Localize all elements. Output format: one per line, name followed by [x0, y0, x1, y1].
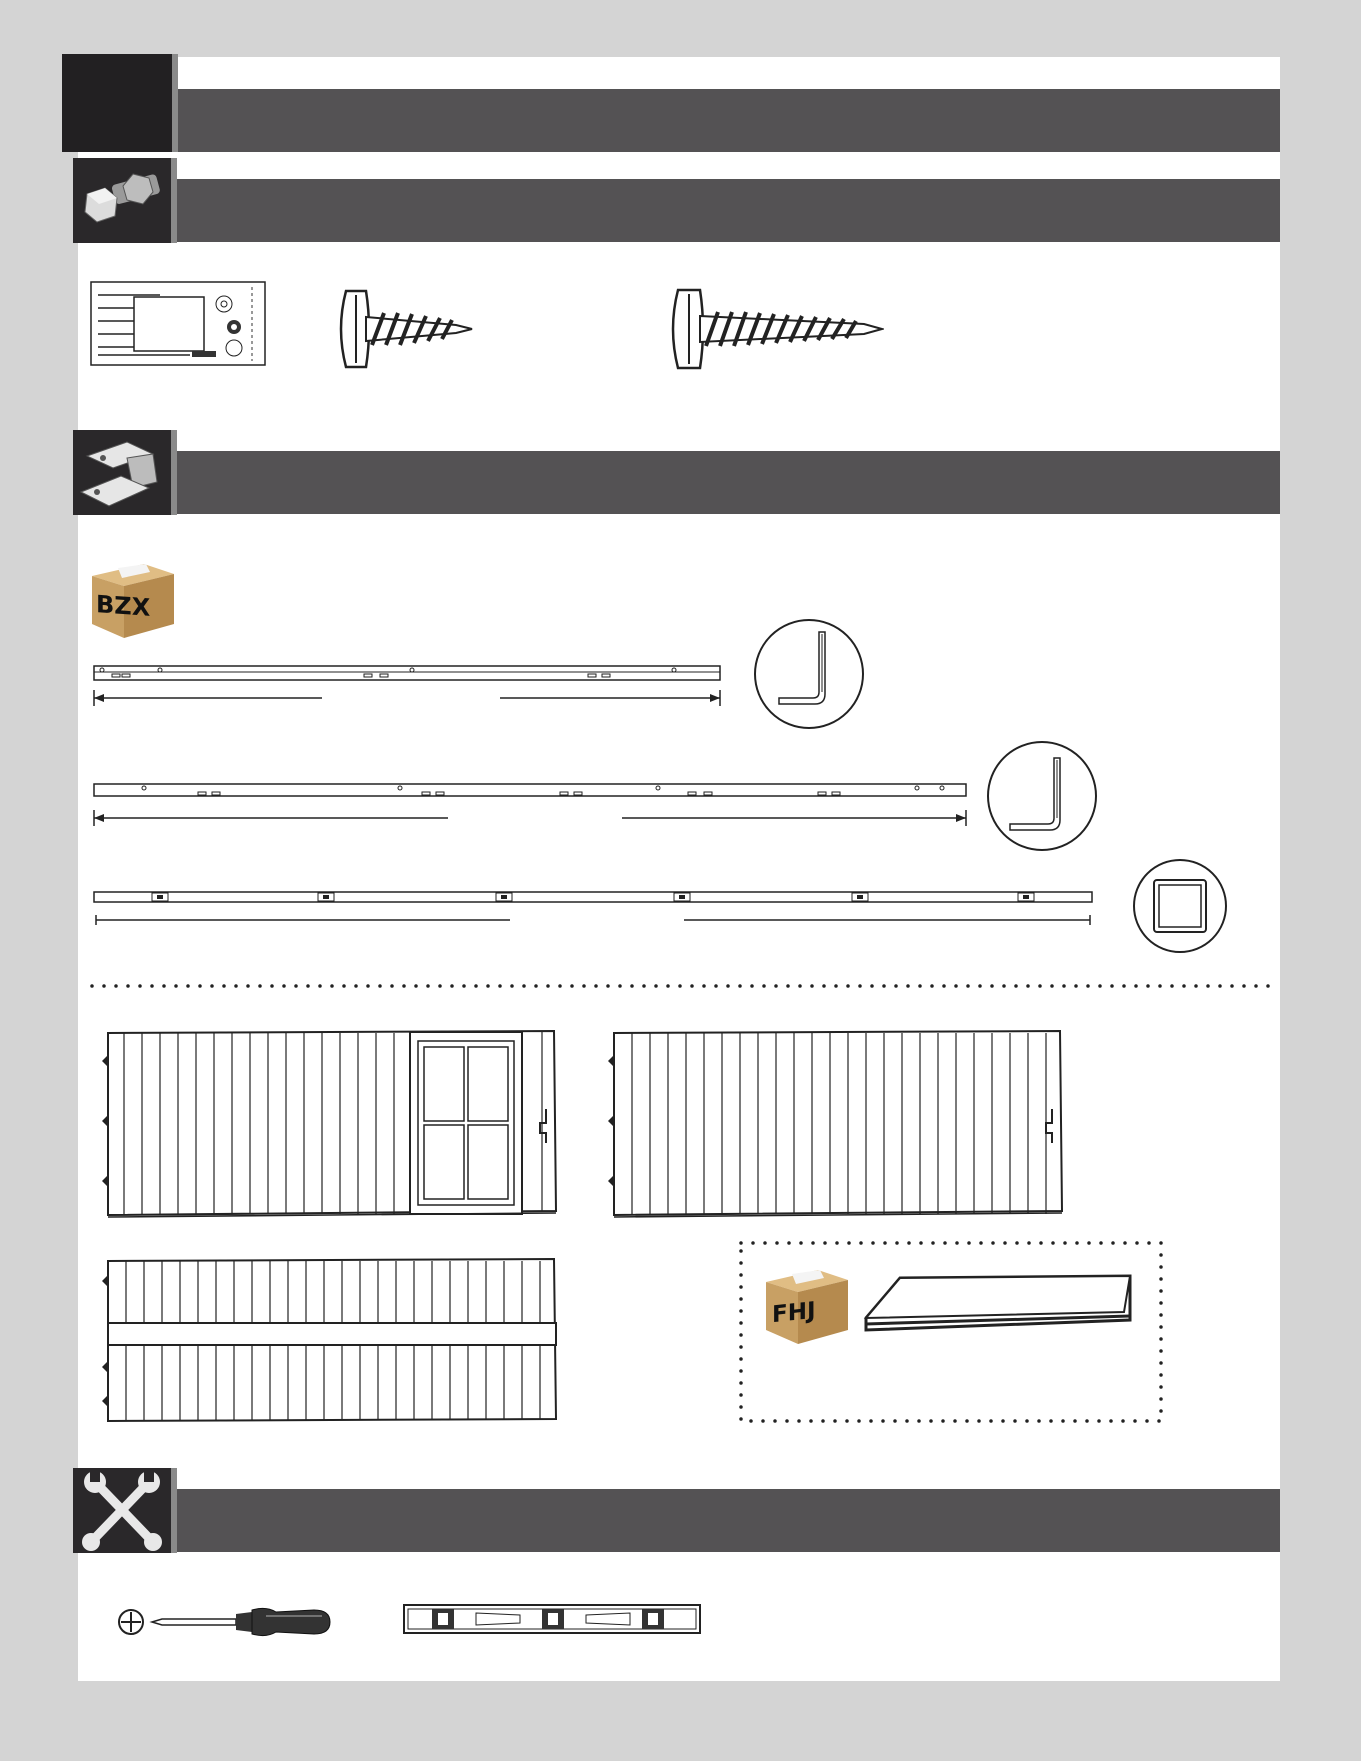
fhj-box: [762, 1266, 852, 1346]
rail-3-profile-detail: [1132, 858, 1228, 954]
bracket-icon: [73, 430, 171, 515]
parts-header-bar: [177, 451, 1280, 514]
wall-panel-plain: [606, 1025, 1070, 1221]
rail-part-1: [92, 662, 732, 722]
rail-part-2: [92, 780, 972, 830]
rail-2-profile-detail: [986, 740, 1098, 852]
long-screw-icon: [668, 286, 884, 372]
shelf-board: [862, 1274, 1134, 1336]
tools-section-icon-box: [73, 1468, 177, 1553]
step-header-bar: [178, 89, 1280, 152]
tools-header-bar: [177, 1489, 1280, 1552]
parts-section-icon-box: [73, 430, 177, 515]
hardware-header-bar: [177, 179, 1280, 242]
bzx-box-label: BZX: [96, 590, 151, 622]
hardware-section-icon-box: [73, 158, 177, 243]
bzx-box: [88, 560, 178, 640]
rail-part-3: [92, 888, 1102, 928]
short-screw-icon: [336, 287, 476, 371]
level-icon: [402, 1603, 702, 1635]
bolt-nut-icon: [73, 158, 171, 243]
hardware-bag-icon: [90, 281, 266, 366]
fhj-box-label: FHJ: [772, 1297, 816, 1329]
screwdriver-icon: [116, 1604, 332, 1640]
wall-panel-with-window: [100, 1025, 564, 1221]
wrenches-icon: [73, 1468, 171, 1553]
gable-panel: [100, 1255, 564, 1425]
step-number-box: [62, 54, 172, 152]
dotted-separator: [88, 982, 1274, 990]
rail-1-profile-detail: [753, 618, 865, 730]
